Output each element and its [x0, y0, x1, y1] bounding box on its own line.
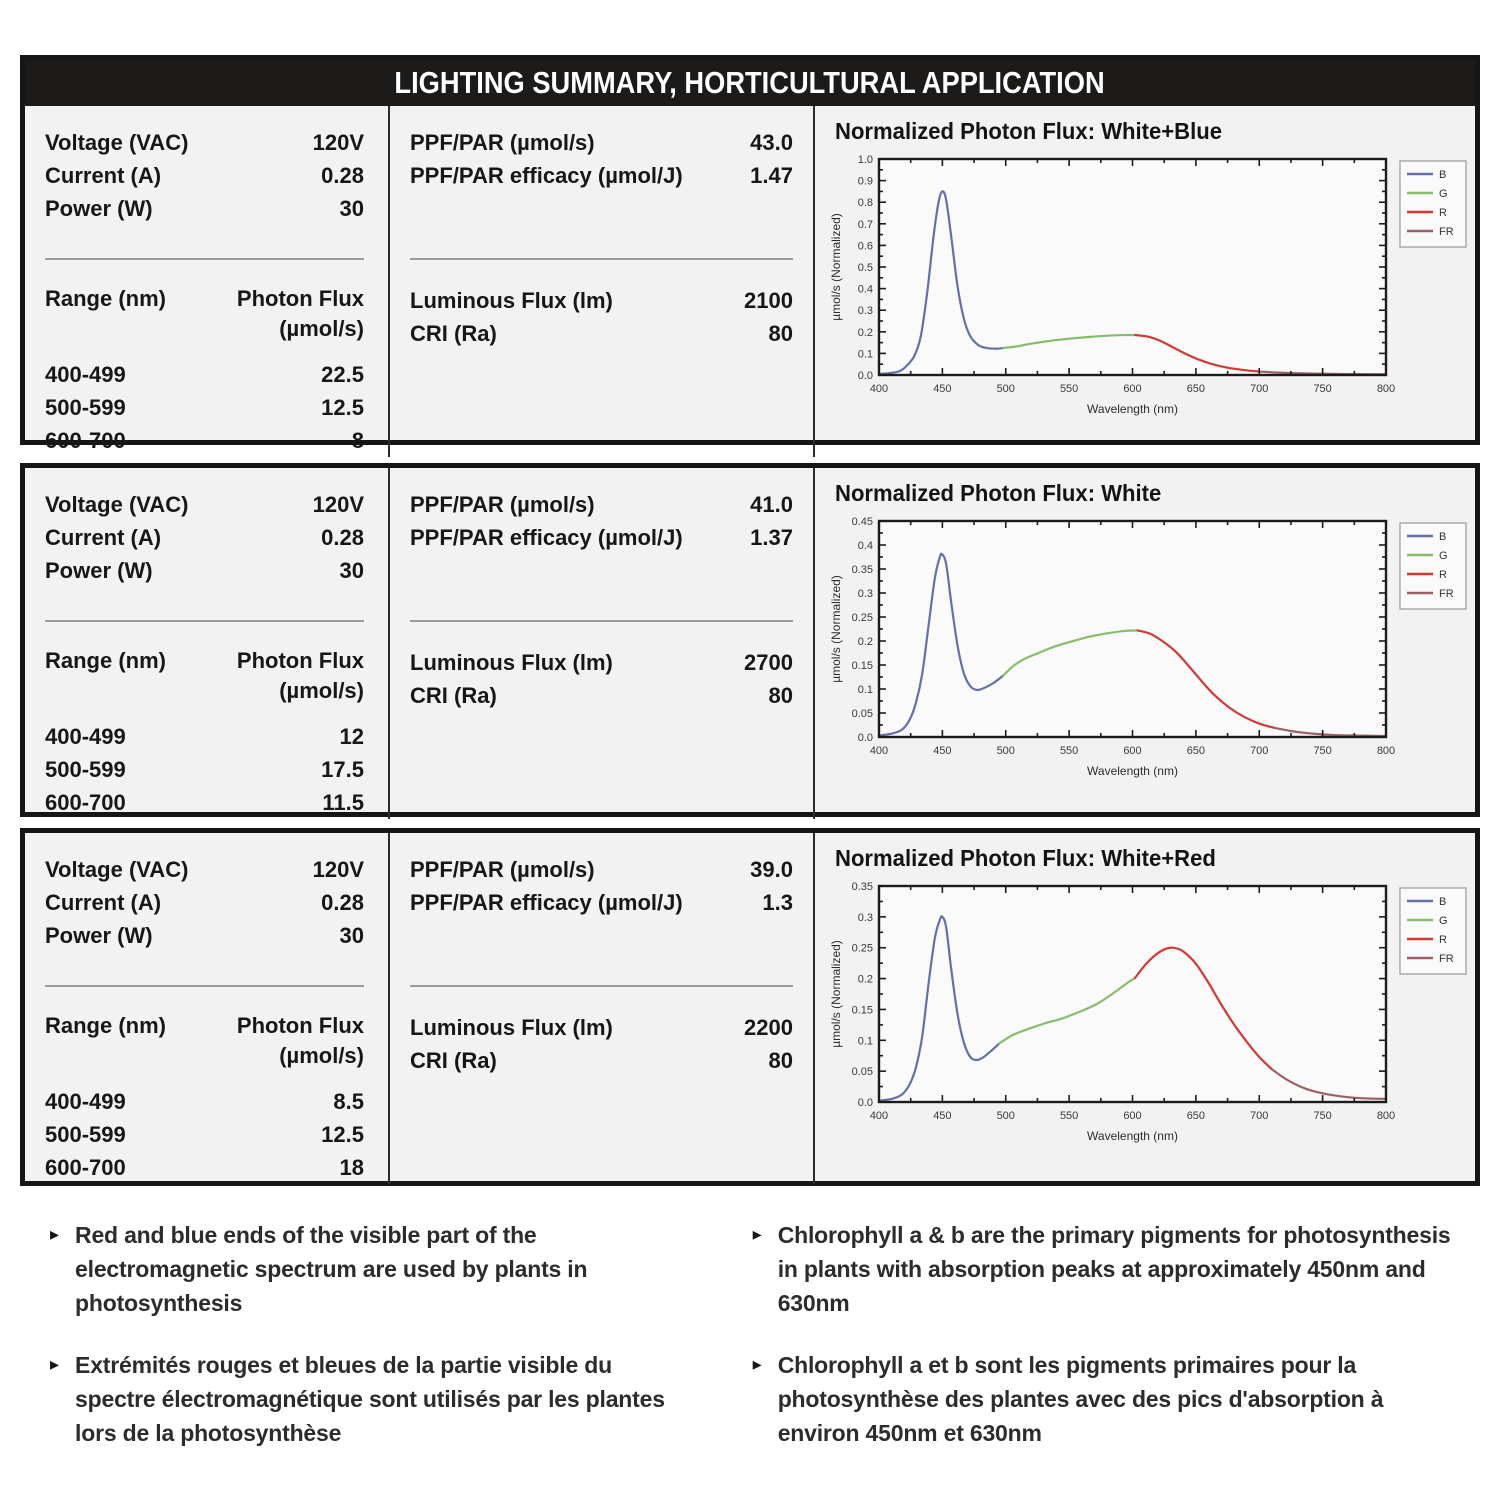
range-row [45, 786, 364, 819]
svg-text:0.1: 0.1 [857, 684, 873, 696]
svg-text:G: G [1439, 188, 1448, 200]
svg-text:400: 400 [869, 745, 889, 757]
spec-value: 43.0 [750, 130, 793, 155]
svg-text:0.1: 0.1 [857, 348, 873, 361]
spec-value: 0.28 [321, 163, 364, 188]
spec-row [410, 284, 793, 317]
panel-header-bar [25, 60, 1475, 106]
range-value: 11.5 [322, 790, 364, 815]
chart-column [815, 106, 1486, 457]
svg-text:800: 800 [1376, 745, 1396, 757]
range-row [45, 1085, 364, 1118]
spec-label: Voltage (VAC) [45, 492, 189, 517]
svg-text:1.0: 1.0 [857, 154, 873, 166]
svg-text:0.1: 0.1 [857, 1035, 873, 1048]
range-label: 500-599 [45, 395, 126, 420]
svg-text:0.2: 0.2 [857, 973, 873, 986]
svg-text:µmol/s (Normalized): µmol/s (Normalized) [829, 575, 843, 683]
range-value: 12.5 [321, 395, 364, 420]
spec-value: 41.0 [750, 492, 793, 517]
spec-value: 1.37 [750, 525, 793, 550]
range-table-header [45, 1011, 364, 1071]
svg-text:Wavelength (nm): Wavelength (nm) [1087, 402, 1178, 416]
range-row [45, 358, 364, 391]
spec-label: CRI (Ra) [410, 683, 497, 708]
spec-row [45, 126, 364, 159]
range-label: 400-499 [45, 1089, 126, 1114]
svg-text:600: 600 [1123, 745, 1142, 757]
svg-text:0.7: 0.7 [857, 218, 873, 231]
svg-text:0.5: 0.5 [857, 262, 873, 274]
spec-row [45, 853, 364, 886]
spec-row [45, 554, 364, 587]
svg-text:B: B [1439, 531, 1447, 543]
svg-text:µmol/s (Normalized): µmol/s (Normalized) [829, 213, 843, 321]
spec-row [45, 919, 364, 952]
spec-row [45, 159, 364, 192]
spec-label: Current (A) [45, 525, 162, 550]
spec-label: PPF/PAR efficacy (µmol/J) [410, 163, 683, 188]
spec-value: 30 [339, 923, 364, 948]
svg-text:600: 600 [1123, 1110, 1142, 1122]
svg-text:600: 600 [1123, 383, 1142, 395]
spec-row [410, 317, 793, 350]
svg-text:650: 650 [1186, 745, 1206, 757]
range-label: 500-599 [45, 757, 126, 782]
range-row [45, 720, 364, 753]
svg-text:0.35: 0.35 [851, 881, 873, 893]
spec-value: 80 [768, 321, 793, 346]
footnotes-section [20, 1186, 1480, 1450]
panel-white-blue [20, 55, 1480, 453]
bullet-item [753, 1348, 1470, 1450]
spec-row [410, 886, 793, 919]
bullet-arrow-icon: ▸ [752, 1224, 762, 1244]
range-value: 8 [351, 428, 364, 453]
svg-text:Wavelength (nm): Wavelength (nm) [1087, 1129, 1178, 1143]
range-value: 12.5 [321, 1122, 364, 1147]
bullet-item [50, 1348, 693, 1450]
electrical-column [25, 106, 390, 457]
range-value: 18 [339, 1155, 364, 1180]
svg-text:800: 800 [1376, 1110, 1396, 1122]
spec-row [410, 488, 793, 521]
range-table-header [45, 646, 364, 706]
svg-text:750: 750 [1313, 383, 1332, 395]
spec-label: PPF/PAR (µmol/s) [410, 492, 595, 517]
svg-text:0.0: 0.0 [857, 732, 873, 744]
divider [410, 620, 793, 622]
range-label: 600-700 [45, 428, 126, 453]
bullet-arrow-icon: ▸ [50, 1224, 60, 1244]
svg-text:R: R [1439, 207, 1447, 219]
spectrum-chart-white-blue [827, 147, 1482, 425]
svg-text:0.3: 0.3 [857, 911, 873, 924]
spec-row [45, 521, 364, 554]
bullet-arrow-icon: ▸ [752, 1354, 762, 1374]
svg-text:0.4: 0.4 [857, 540, 873, 552]
svg-text:800: 800 [1376, 383, 1396, 395]
svg-text:650: 650 [1186, 1110, 1206, 1122]
photometric-column [390, 468, 815, 819]
spec-label: Voltage (VAC) [45, 130, 189, 155]
svg-text:0.05: 0.05 [851, 1066, 873, 1079]
spec-label: Current (A) [45, 163, 162, 188]
range-value: 22.5 [321, 362, 364, 387]
spec-label: Luminous Flux (lm) [410, 1015, 613, 1040]
spec-row [45, 886, 364, 919]
svg-text:G: G [1439, 915, 1448, 927]
divider [410, 985, 793, 987]
svg-text:500: 500 [996, 383, 1015, 395]
flux-header-label: Photon Flux (µmol/s) [236, 286, 364, 341]
range-header-label: Range (nm) [45, 648, 166, 673]
spec-row [410, 1044, 793, 1077]
svg-text:0.0: 0.0 [857, 370, 873, 382]
svg-text:R: R [1439, 934, 1447, 946]
spec-label: Luminous Flux (lm) [410, 288, 613, 313]
svg-text:700: 700 [1250, 1110, 1269, 1122]
spec-label: CRI (Ra) [410, 1048, 497, 1073]
svg-text:0.3: 0.3 [857, 588, 873, 600]
spec-label: PPF/PAR efficacy (µmol/J) [410, 525, 683, 550]
chart-title: Normalized Photon Flux: White+Red [835, 845, 1216, 871]
spec-value: 80 [768, 1048, 793, 1073]
range-value: 8.5 [333, 1089, 364, 1114]
spec-label: PPF/PAR (µmol/s) [410, 130, 595, 155]
spec-row [410, 1011, 793, 1044]
range-label: 400-499 [45, 724, 126, 749]
spec-value: 39.0 [750, 857, 793, 882]
range-header-label: Range (nm) [45, 286, 166, 311]
spec-label: PPF/PAR (µmol/s) [410, 857, 595, 882]
svg-text:450: 450 [933, 1110, 952, 1122]
svg-text:750: 750 [1313, 745, 1332, 757]
spec-value: 1.3 [762, 890, 793, 915]
spectrum-chart-white-red [827, 874, 1482, 1152]
svg-text:R: R [1439, 569, 1447, 581]
svg-text:550: 550 [1059, 1110, 1079, 1122]
range-row [45, 391, 364, 424]
bullet-item [50, 1218, 693, 1320]
spec-value: 2100 [744, 288, 793, 313]
svg-text:0.0: 0.0 [857, 1097, 873, 1109]
spec-label: Voltage (VAC) [45, 857, 189, 882]
bullet-text: Chlorophyll a & b are the primary pigments for photosynthesis in plants with absorption peaks at approximately 450nm and 630nm [777, 1222, 1451, 1316]
spec-label: CRI (Ra) [410, 321, 497, 346]
spec-value: 120V [312, 492, 364, 517]
range-label: 500-599 [45, 1122, 126, 1147]
range-row [45, 1118, 364, 1151]
svg-text:0.05: 0.05 [851, 708, 873, 720]
svg-text:500: 500 [996, 1110, 1015, 1122]
svg-text:0.15: 0.15 [851, 1004, 873, 1017]
bullet-arrow-icon: ▸ [50, 1354, 60, 1374]
svg-text:650: 650 [1186, 383, 1206, 395]
flux-header-label: Photon Flux (µmol/s) [236, 1013, 364, 1068]
divider [45, 258, 364, 260]
spec-label: Current (A) [45, 890, 162, 915]
svg-text:0.6: 0.6 [857, 240, 873, 253]
svg-text:450: 450 [933, 745, 952, 757]
svg-text:0.8: 0.8 [857, 197, 873, 210]
svg-text:0.15: 0.15 [851, 660, 873, 672]
svg-text:400: 400 [869, 1110, 889, 1122]
chart-title: Normalized Photon Flux: White [835, 480, 1162, 506]
range-header-label: Range (nm) [45, 1013, 166, 1038]
svg-text:0.35: 0.35 [851, 564, 873, 576]
spec-label: Power (W) [45, 923, 153, 948]
svg-text:G: G [1439, 550, 1448, 562]
spec-value: 30 [339, 558, 364, 583]
electrical-column [25, 833, 390, 1184]
spec-value: 0.28 [321, 890, 364, 915]
flux-header-label: Photon Flux (µmol/s) [236, 648, 364, 703]
spec-row [410, 521, 793, 554]
divider [45, 985, 364, 987]
range-value: 17.5 [321, 757, 364, 782]
svg-text:0.25: 0.25 [851, 612, 873, 624]
spec-row [410, 126, 793, 159]
svg-text:550: 550 [1059, 383, 1079, 395]
chart-column [815, 468, 1486, 819]
svg-text:0.2: 0.2 [857, 326, 873, 339]
svg-text:FR: FR [1439, 226, 1454, 238]
bullet-text: Extrémités rouges et bleues de la partie visible du spectre électromagnétique sont utilisés par les plantes lors de la photosynthèse [75, 1352, 665, 1446]
page-title: LIGHTING SUMMARY, HORTICULTURAL APPLICATION [394, 65, 1106, 100]
svg-text:0.25: 0.25 [851, 942, 873, 955]
svg-text:Wavelength (nm): Wavelength (nm) [1087, 764, 1178, 778]
svg-text:450: 450 [933, 383, 952, 395]
spec-row [45, 192, 364, 225]
svg-text:550: 550 [1059, 745, 1079, 757]
divider [45, 620, 364, 622]
spec-value: 120V [312, 130, 364, 155]
spec-row [410, 679, 793, 712]
spec-row [45, 488, 364, 521]
spec-label: Power (W) [45, 558, 153, 583]
spec-row [410, 853, 793, 886]
svg-text:400: 400 [869, 383, 889, 395]
spec-label: Luminous Flux (lm) [410, 650, 613, 675]
spec-value: 120V [312, 857, 364, 882]
panel-white [20, 463, 1480, 817]
spec-value: 80 [768, 683, 793, 708]
spec-value: 30 [339, 196, 364, 221]
spec-row [410, 159, 793, 192]
svg-text:µmol/s (Normalized): µmol/s (Normalized) [829, 940, 843, 1048]
svg-text:0.3: 0.3 [857, 305, 873, 318]
svg-text:700: 700 [1250, 745, 1269, 757]
divider [410, 258, 793, 260]
svg-text:0.4: 0.4 [857, 283, 873, 296]
svg-text:FR: FR [1439, 588, 1454, 600]
spec-label: Power (W) [45, 196, 153, 221]
photometric-column [390, 833, 815, 1184]
range-table-header [45, 284, 364, 344]
spectrum-chart-white [827, 509, 1482, 787]
spec-row [410, 646, 793, 679]
panel-white-red [20, 828, 1480, 1186]
svg-text:0.9: 0.9 [857, 175, 873, 188]
bullet-item [753, 1218, 1470, 1320]
svg-text:0.45: 0.45 [851, 516, 873, 528]
spec-value: 0.28 [321, 525, 364, 550]
spec-value: 2200 [744, 1015, 793, 1040]
svg-text:FR: FR [1439, 953, 1454, 965]
range-label: 400-499 [45, 362, 126, 387]
chart-column [815, 833, 1486, 1184]
range-label: 600-700 [45, 790, 126, 815]
range-row [45, 753, 364, 786]
bullet-text: Chlorophyll a et b sont les pigments primaires pour la photosynthèse des plantes avec des pics d'absorption à environ 450nm et 630nm [777, 1352, 1384, 1446]
svg-text:B: B [1439, 896, 1447, 908]
svg-text:750: 750 [1313, 1110, 1332, 1122]
spec-label: PPF/PAR efficacy (µmol/J) [410, 890, 683, 915]
spec-value: 1.47 [750, 163, 793, 188]
svg-text:700: 700 [1250, 383, 1269, 395]
svg-text:0.2: 0.2 [857, 636, 873, 648]
range-label: 600-700 [45, 1155, 126, 1180]
svg-text:500: 500 [996, 745, 1015, 757]
electrical-column [25, 468, 390, 819]
spec-value: 2700 [744, 650, 793, 675]
bullet-text: Red and blue ends of the visible part of the electromagnetic spectrum are used by plants in photosynthesis [75, 1222, 588, 1316]
range-row [45, 1151, 364, 1184]
chart-title: Normalized Photon Flux: White+Blue [835, 118, 1223, 144]
svg-text:B: B [1439, 169, 1447, 181]
range-value: 12 [339, 724, 364, 749]
photometric-column [390, 106, 815, 457]
range-row [45, 424, 364, 457]
